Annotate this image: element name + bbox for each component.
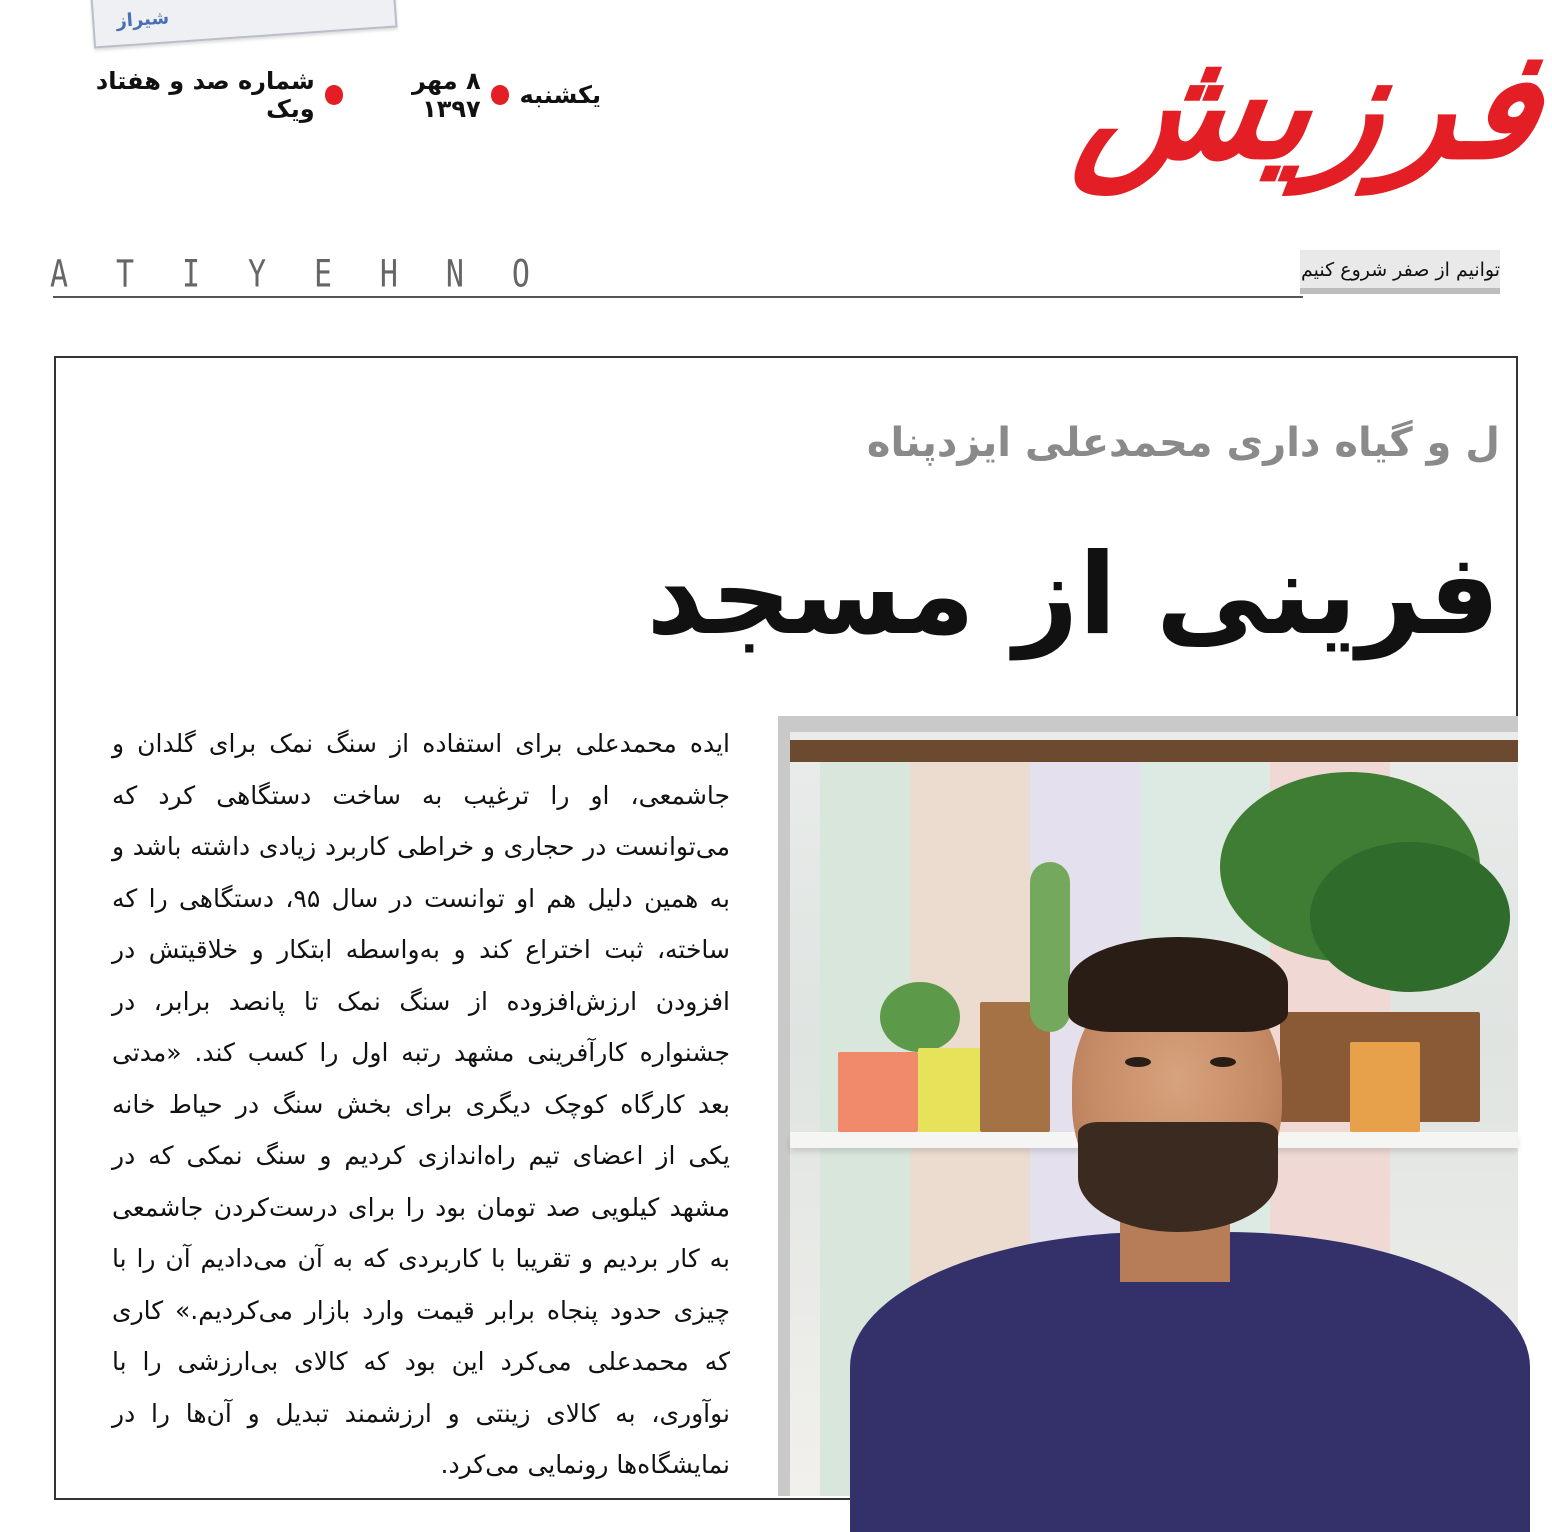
- photo-person-eye: [1210, 1057, 1236, 1067]
- article-kicker: ل و گیاه داری محمدعلی ایزدپناه: [866, 420, 1500, 466]
- date-full: ۸ مهر ۱۳۹۷: [412, 67, 481, 123]
- dateline: [56, 67, 601, 123]
- photo-shelf-top: [790, 740, 1518, 762]
- photo-plant: [1310, 842, 1510, 992]
- photo-person-eye: [1125, 1057, 1151, 1067]
- bullet-dot-icon: [491, 85, 510, 105]
- photo-pot-coral: [838, 1052, 918, 1132]
- header-divider: [53, 296, 1303, 298]
- photo-succulent: [880, 982, 960, 1052]
- body-paragraph: ایده محمدعلی برای استفاده از سنگ نمک برای گلدان و جاشمعی، او را ترغیب به ساخت دستگاهی کرد که می‌توانست در حجاری و خراطی کاربرد زیادی داشته باشد و به همین دلیل هم او توانست در سال ۹۵، دستگاهی را که ساخته، ثبت اختراع کند و به‌واسطه ابتکار و خلاقیتش در افزودن ارزش‌افزوده از سنگ نمک تا پانصد برابر، در جشنواره کارآفرینی مشهد رتبه اول را کسب کند. «مدتی بعد کارگاه کوچک دیگری برای بخش سنگ در حیاط خانه یکی از اعضای تیم راه‌اندازی کردیم و سنگ نمکی که در مشهد کیلویی صد تومان بود را برای درست‌کردن جاشمعی به کار بردیم و تقریبا با کاربردی که به آن می‌دادیم آن را با چیزی حدود پنجاه برابر قیمت وارد بازار می‌کردیم.» کاری که محمدعلی می‌کرد این بود که کالای بی‌ارزشی را با نوآوری، به کالای زینتی و ارزشمند تبدیل و آن‌ها را در نمایشگاه‌ها رونمایی می‌کرد.: [112, 729, 730, 1479]
- band-letter: Y: [247, 252, 267, 296]
- photo-person-beard: [1078, 1122, 1278, 1232]
- logo-text: فرزیش: [1067, 17, 1552, 193]
- band-letter: H: [379, 252, 398, 296]
- band-letter: A: [50, 252, 69, 296]
- article-headline: فرینی از مسجد: [646, 530, 1500, 660]
- date-day: یکشنبه: [519, 81, 601, 109]
- tagline: توانیم از صفر شروع کنیم: [1300, 250, 1500, 294]
- band-letter: O: [511, 252, 530, 296]
- photo-cactus: [1030, 862, 1070, 1032]
- photo-person-hair: [1068, 937, 1288, 1032]
- issue-stamp: [91, 0, 398, 49]
- section-letter-band: [50, 249, 530, 299]
- article-body: [112, 718, 730, 1479]
- band-letter: N: [445, 252, 464, 296]
- newspaper-logo: [1067, 17, 1552, 250]
- photo-scene: [790, 732, 1518, 1496]
- stamp-city: شیراز: [115, 7, 170, 32]
- article-photo: [778, 716, 1518, 1496]
- band-letter: E: [313, 252, 332, 296]
- photo-fence-pot: [1350, 1042, 1420, 1132]
- band-letter: I: [181, 252, 201, 296]
- band-letter: T: [115, 252, 135, 296]
- issue-number: شماره صد و هفتاد ویک: [95, 67, 315, 123]
- bullet-dot-icon: [325, 85, 344, 105]
